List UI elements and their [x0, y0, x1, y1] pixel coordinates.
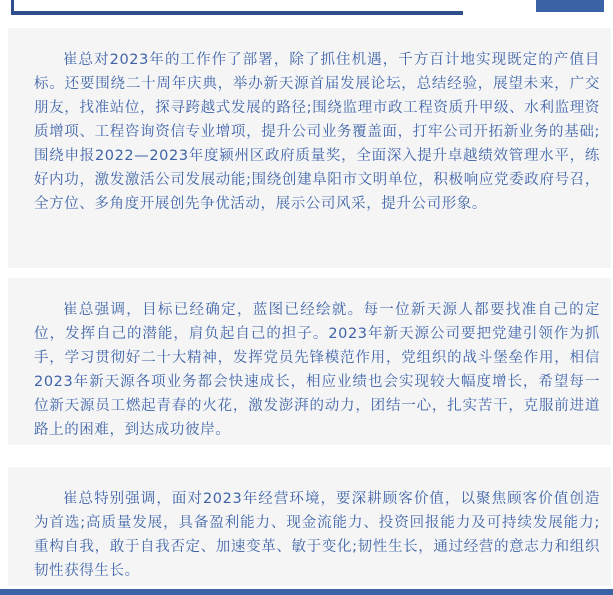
header-right-accent-block — [536, 0, 604, 12]
paragraph-block-1 — [8, 28, 611, 268]
paragraph-block-3 — [8, 467, 611, 586]
paragraph-text-1: 崔总对2023年的工作作了部署，除了抓住机遇，千方百计地实现既定的产值目标。还要围绕二十周年庆典，举办新天源首届发展论坛，总结经验，展望未来，广交朋友，找准站位，探寻跨越式发展的路径;围绕监理市政工程资质升甲级、水利监理资质增项、工程咨询资信专业增项，提升公司业务覆盖面，打牢公司开拓新业务的基础;围绕申报2022—2023年度颍州区政府质量奖，全面深入提升卓越绩效管理水平，练好内功，激发激活公司发展动能;围绕创建阜阳市文明单位，积极响应党委政府号召，全方位、多角度开展创先争优活动，展示公司风采，提升公司形象。 — [34, 52, 600, 212]
paragraph-block-2 — [8, 278, 611, 445]
paragraph-text-2: 崔总强调，目标已经确定，蓝图已经绘就。每一位新天源人都要找准自己的定位，发挥自己的潜能，肩负起自己的担子。2023年新天源公司要把党建引领作为抓手，学习贯彻好二十大精神，发挥党员先锋模范作用，党组织的战斗堡垒作用，相信2023年新天源各项业务都会快速成长，相应业绩也会实现较大幅度增长，希望每一位新天源员工燃起青春的火花，激发澎湃的动力，团结一心，扎实苦干，克服前进道路上的困难，到达成功彼岸。 — [34, 302, 600, 438]
paragraph-text-3: 崔总特别强调，面对2023年经营环境，要深耕顾客价值，以聚焦顾客价值创造为首选;高质量发展，具备盈利能力、现金流能力、投资回报能力及可持续发展能力;重构自我，敢于自我否定、加速变革、敏于变化;韧性生长，通过经营的意志力和组织韧性获得生长。 — [34, 491, 600, 579]
footer-accent-bar — [0, 589, 613, 595]
header-rule-decoration — [11, 11, 463, 15]
